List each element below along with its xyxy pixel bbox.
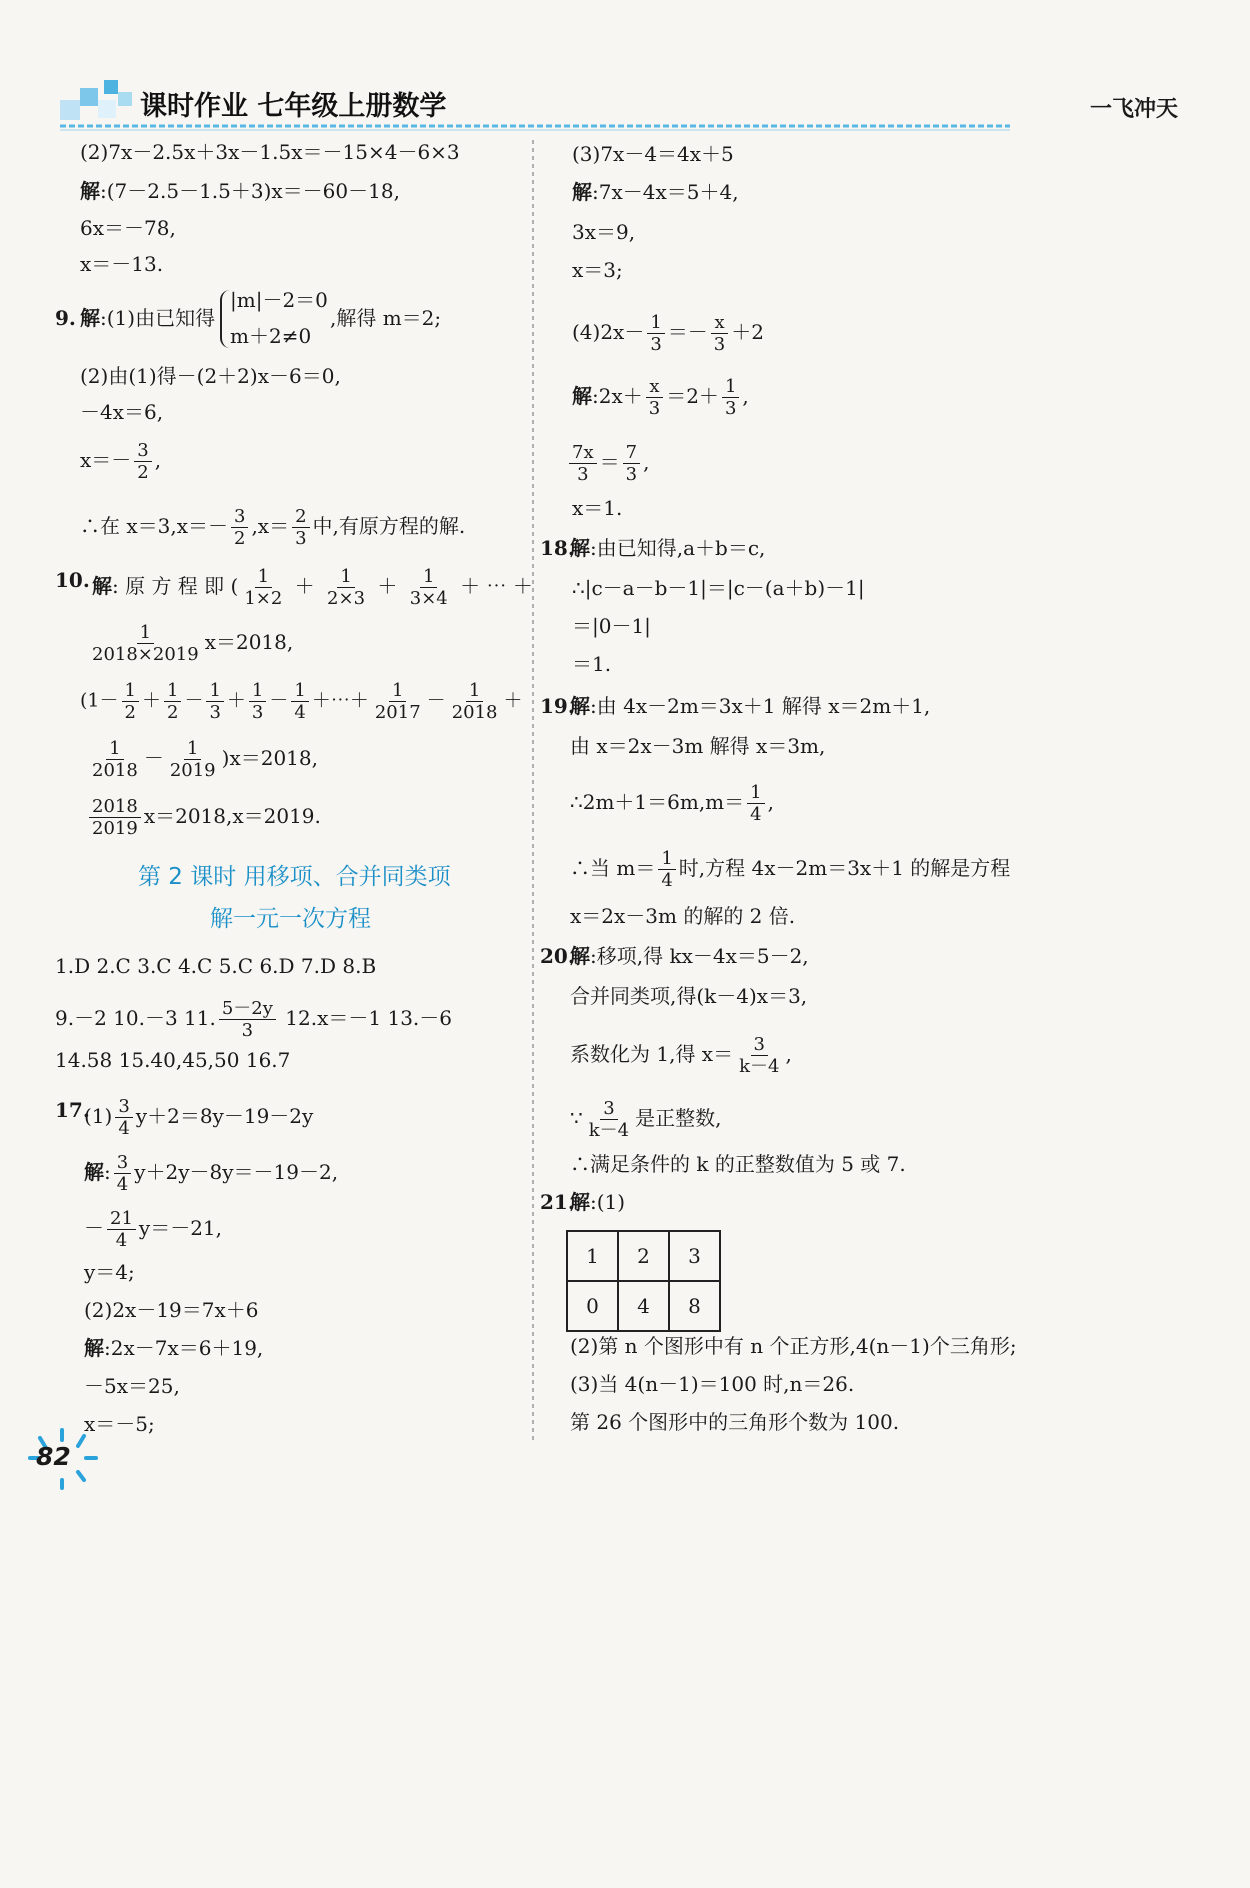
numerator: 5－2y bbox=[219, 998, 276, 1020]
q21-line-4: 第 26 个图形中的三角形个数为 100. bbox=[570, 1410, 900, 1434]
q20-line-3: 系数化为 1,得 x＝ $\frac{3}{k-4}$ , bbox=[570, 1034, 792, 1077]
page-number: 82 bbox=[36, 1442, 71, 1471]
grid-cell: 0 bbox=[567, 1281, 618, 1331]
q9-system-eq2: m＋2≠0 bbox=[230, 324, 312, 348]
grid-cell: 1 bbox=[567, 1231, 618, 1281]
right-line-2-text: :7x－4x＝5＋4, bbox=[592, 180, 739, 204]
numerator: x bbox=[646, 376, 662, 398]
q21-line-2: (2)第 n 个图形中有 n 个正方形,4(n－1)个三角形; bbox=[570, 1334, 1017, 1358]
fraction-5-2y-3 bbox=[219, 998, 276, 1041]
answer-label: 解 bbox=[80, 306, 100, 330]
denominator: 2018 bbox=[92, 760, 138, 781]
number-grid bbox=[566, 1230, 721, 1332]
denominator: k－4 bbox=[739, 1056, 780, 1077]
numerator: 7x bbox=[569, 442, 597, 464]
grid-row bbox=[567, 1281, 720, 1331]
fraction-3-4 bbox=[115, 1096, 132, 1139]
q10-number: 10. bbox=[55, 568, 90, 592]
fraction-2018-2019 bbox=[89, 796, 141, 839]
right-line-5-b: ＝－ bbox=[667, 320, 708, 344]
right-line-3: 3x＝9, bbox=[572, 220, 636, 244]
fraction-21-4 bbox=[107, 1208, 136, 1251]
numerator: 1 bbox=[122, 680, 139, 702]
q19-line-4-a: ∴当 m＝ bbox=[570, 856, 656, 880]
numerator: 1 bbox=[722, 376, 739, 398]
fraction-1-4 bbox=[291, 680, 308, 723]
q19-line-5: x＝2x－3m 的解的 2 倍. bbox=[570, 904, 796, 928]
numerator: 2018 bbox=[89, 796, 141, 818]
q17-number: 17. bbox=[55, 1098, 90, 1122]
denominator: 4 bbox=[661, 870, 673, 891]
denominator: 3 bbox=[295, 528, 307, 549]
q18-number: 18. bbox=[540, 536, 575, 560]
answer-label: 解 bbox=[570, 536, 590, 560]
denominator: k－4 bbox=[588, 1120, 630, 1141]
answers-row-2-a: 9.－2 10.－3 11. bbox=[55, 1006, 216, 1030]
q9-line-4-text: x＝－ bbox=[80, 448, 132, 472]
numerator: 21 bbox=[107, 1208, 136, 1230]
denominator: 3 bbox=[209, 702, 221, 723]
fraction-7-3 bbox=[623, 442, 640, 485]
header-title: 课时作业 七年级上册数学 bbox=[140, 91, 447, 122]
minus-sign: － bbox=[84, 1216, 104, 1240]
numerator: 1 bbox=[255, 566, 272, 588]
comma: , bbox=[742, 384, 749, 408]
fraction-3-k4 bbox=[736, 1034, 782, 1077]
right-line-5 bbox=[572, 312, 764, 355]
fraction-1-2x3 bbox=[324, 566, 368, 609]
denominator: 2019 bbox=[92, 818, 138, 839]
denominator: 3×4 bbox=[409, 588, 448, 609]
denominator: 4 bbox=[750, 804, 762, 825]
answers-row-1: 1.D 2.C 3.C 4.C 5.C 6.D 7.D 8.B bbox=[55, 954, 377, 978]
fraction-1-2018x2019 bbox=[89, 622, 202, 665]
q21-number: 21. bbox=[540, 1190, 575, 1214]
right-line-7: $\frac{7x}{3}$ ＝ $\frac{7}{3}$ , bbox=[566, 442, 649, 485]
numerator: 1 bbox=[184, 738, 201, 760]
q17-line-7: －5x＝25, bbox=[84, 1374, 180, 1398]
left-line-4: x＝－13. bbox=[80, 252, 164, 276]
q19-line-3-text: ∴2m＋1＝6m,m＝ bbox=[570, 790, 745, 814]
fraction-1-1x2 bbox=[241, 566, 285, 609]
numerator: 3 bbox=[115, 1096, 132, 1118]
q21-line-1-text: :(1) bbox=[590, 1190, 626, 1214]
right-line-8: x＝1. bbox=[572, 496, 623, 520]
fraction-7x-3 bbox=[569, 442, 597, 485]
fraction-1-3x4 bbox=[407, 566, 451, 609]
fraction-3-2 bbox=[231, 506, 248, 549]
q18-line-1-text: :由已知得,a＋b＝c, bbox=[590, 536, 766, 560]
fraction-x-3 bbox=[711, 312, 728, 355]
answer-label: 解 bbox=[92, 574, 112, 598]
denominator: 2019 bbox=[169, 760, 216, 781]
numerator: 7 bbox=[623, 442, 640, 464]
answer-label: 解 bbox=[572, 384, 592, 408]
q9-line-3: －4x＝6, bbox=[80, 400, 164, 424]
denominator: 3 bbox=[724, 398, 737, 419]
q17-line-3-text: y＝－21, bbox=[138, 1216, 223, 1240]
grid-row bbox=[567, 1231, 720, 1281]
fraction-2-3 bbox=[292, 506, 309, 549]
fraction-x-3 bbox=[646, 376, 663, 419]
denominator: 2018 bbox=[451, 702, 498, 723]
fraction-1-3 bbox=[722, 376, 739, 419]
answer-label: 解 bbox=[84, 1160, 104, 1184]
denominator: 2 bbox=[166, 702, 179, 723]
because-symbol: ∵ bbox=[570, 1106, 583, 1130]
q20-line-1-text: :移项,得 kx－4x＝5－2, bbox=[590, 944, 809, 968]
denominator: 3 bbox=[577, 464, 589, 485]
denominator: 2018×2019 bbox=[92, 644, 199, 665]
answer-label: 解 bbox=[570, 1190, 590, 1214]
q19-line-4-b: 时,方程 4x－2m＝3x＋1 的解是方程 bbox=[678, 856, 1011, 880]
q17-line-8: x＝－5; bbox=[84, 1412, 155, 1436]
numerator: 3 bbox=[751, 1034, 768, 1056]
q9-line-2: (2)由(1)得－(2＋2)x－6＝0, bbox=[80, 364, 341, 388]
denominator: 4 bbox=[294, 702, 306, 723]
numerator: 1 bbox=[658, 848, 675, 870]
denominator: 3 bbox=[713, 334, 726, 355]
fraction-1-4 bbox=[747, 782, 764, 825]
left-line-2-text: :(7－2.5－1.5＋3)x＝－60－18, bbox=[100, 179, 400, 203]
denominator: 4 bbox=[116, 1174, 129, 1195]
denominator: 1×2 bbox=[244, 588, 283, 609]
q18-line-1 bbox=[570, 534, 765, 562]
right-line-6-a: :2x＋ bbox=[592, 384, 643, 408]
q17-part-1: (1) bbox=[84, 1104, 113, 1128]
left-line-1: (2)7x－2.5x＋3x－1.5x＝－15×4－6×3 bbox=[80, 140, 460, 164]
numerator: 3 bbox=[600, 1098, 617, 1120]
q10-line-5 bbox=[86, 796, 321, 839]
header-divider bbox=[60, 122, 1010, 132]
numerator: 1 bbox=[389, 680, 406, 702]
q10-line-4: $\frac{1}{2018}$ － $\frac{1}{2019}$ )x＝2018, bbox=[86, 738, 318, 781]
denominator: 2017 bbox=[374, 702, 421, 723]
answers-row-3: 14.58 15.40,45,50 16.7 bbox=[55, 1048, 291, 1072]
numerator: 1 bbox=[466, 680, 483, 702]
answers-row-2 bbox=[55, 998, 452, 1041]
q20-line-5: ∴满足条件的 k 的正整数值为 5 或 7. bbox=[570, 1152, 906, 1176]
q9-system-eq1: |m|－2＝0 bbox=[230, 288, 328, 312]
numerator: 1 bbox=[249, 680, 266, 702]
grid-cell: 3 bbox=[669, 1231, 720, 1281]
grid-cell: 4 bbox=[618, 1281, 669, 1331]
right-line-6 bbox=[572, 376, 749, 419]
q10-line-3: (1－ $\frac{1}{2}$ ＋ $\frac{1}{2}$ － $\frac{1}{3}$ ＋ $\frac{1}{3}$ － $\frac{1}{4}$ ＋⋯＋ $\frac{1}{2017}$ － $\frac{1}{2018}$ ＋ bbox=[80, 680, 523, 723]
q19-line-3: ∴2m＋1＝6m,m＝ $\frac{1}{4}$ , bbox=[570, 782, 774, 825]
q10-line-1: 解: 原 方 程 即 ( $\frac{1}{1\times 2}$ ＋ $\frac{1}{2\times 3}$ ＋ $\frac{1}{3\times 4}$ ＋ ⋯ ＋ bbox=[92, 566, 533, 609]
q17-line-2-text: y＋2y－8y＝－19－2, bbox=[134, 1160, 339, 1184]
q10-line-1-text: : 原 方 程 即 ( bbox=[112, 574, 239, 598]
fraction-1-2018 bbox=[449, 680, 501, 723]
denominator: 3 bbox=[625, 464, 638, 485]
q21-line-1 bbox=[570, 1188, 625, 1216]
q17-line-3 bbox=[84, 1208, 222, 1251]
numerator: 1 bbox=[164, 680, 181, 702]
numerator: 1 bbox=[206, 680, 223, 702]
fraction-1-2019 bbox=[167, 738, 219, 781]
header-logo-squares bbox=[60, 78, 140, 122]
q9-line-1 bbox=[80, 304, 215, 332]
right-line-5-a: (4)2x－ bbox=[572, 320, 645, 344]
q9-number: 9. bbox=[55, 306, 76, 330]
right-line-2 bbox=[572, 178, 739, 206]
section-heading-line-1: 第 2 课时 用移项、合并同类项 bbox=[138, 864, 451, 890]
q9-conclusion bbox=[80, 506, 465, 549]
q10-line-3-start: (1－ bbox=[80, 689, 119, 712]
fraction-1-4 bbox=[658, 848, 675, 891]
q10-line-2-text: x＝2018, bbox=[204, 630, 294, 654]
q9-conclusion-a: ∴在 x＝3,x＝－ bbox=[80, 514, 228, 538]
answer-label: 解 bbox=[572, 180, 592, 204]
denominator: 4 bbox=[118, 1118, 130, 1139]
fraction-1-2 bbox=[122, 680, 139, 723]
denominator: 2 bbox=[234, 528, 246, 549]
denominator: 2 bbox=[137, 462, 149, 483]
right-line-1: (3)7x－4＝4x＋5 bbox=[572, 142, 734, 166]
q20-line-4 bbox=[570, 1098, 721, 1141]
q9-line-1-text: :(1)由已知得 bbox=[100, 306, 216, 330]
q10-line-4-text: x＝2018, bbox=[229, 746, 318, 770]
q10-line-5-text: x＝2018,x＝2019. bbox=[143, 804, 321, 828]
numerator: 3 bbox=[231, 506, 248, 528]
q17-line-1 bbox=[84, 1096, 313, 1139]
fraction-3-k4 bbox=[586, 1098, 632, 1141]
numerator: 3 bbox=[114, 1152, 131, 1174]
fraction-1-3 bbox=[647, 312, 664, 355]
numerator: 2 bbox=[292, 506, 309, 528]
q9-conclusion-c: 中,有原方程的解. bbox=[312, 514, 466, 538]
grid-cell: 2 bbox=[618, 1231, 669, 1281]
q9-conclusion-b: ,x＝ bbox=[251, 514, 290, 538]
answer-label: 解 bbox=[570, 944, 590, 968]
q20-line-1 bbox=[570, 942, 809, 970]
comma: , bbox=[643, 450, 650, 474]
colon: : bbox=[104, 1160, 111, 1184]
answer-label: 解 bbox=[570, 694, 590, 718]
fraction-3-4 bbox=[114, 1152, 131, 1195]
fraction-3-2 bbox=[134, 440, 151, 483]
q17-line-6 bbox=[84, 1334, 263, 1362]
q19-number: 19. bbox=[540, 694, 575, 718]
denominator: 4 bbox=[115, 1230, 128, 1251]
answer-label: 解 bbox=[84, 1336, 104, 1360]
left-line-2 bbox=[80, 177, 400, 205]
q19-line-4 bbox=[570, 848, 1010, 891]
fraction-1-2018 bbox=[89, 738, 141, 781]
denominator: 3 bbox=[648, 398, 661, 419]
fraction-1-2 bbox=[164, 680, 181, 723]
q9-solution: ,解得 m＝2; bbox=[330, 306, 442, 330]
grid-cell: 8 bbox=[669, 1281, 720, 1331]
answer-label: 解 bbox=[80, 179, 100, 203]
q18-line-3: ＝|0－1| bbox=[572, 614, 651, 638]
left-line-3: 6x＝－78, bbox=[80, 216, 176, 240]
q10-line-2 bbox=[86, 622, 293, 665]
denominator: 2×3 bbox=[327, 588, 366, 609]
q17-line-5: (2)2x－19＝7x＋6 bbox=[84, 1298, 259, 1322]
q20-line-3-text: 系数化为 1,得 x＝ bbox=[570, 1042, 734, 1066]
numerator: x bbox=[711, 312, 727, 334]
numerator: 1 bbox=[291, 680, 308, 702]
q19-line-1 bbox=[570, 692, 930, 720]
q17-line-6-text: :2x－7x＝6＋19, bbox=[104, 1336, 264, 1360]
fraction-1-3 bbox=[206, 680, 223, 723]
fraction-1-2017 bbox=[372, 680, 424, 723]
q17-line-2 bbox=[84, 1152, 338, 1195]
q20-line-4-text: 是正整数, bbox=[635, 1106, 722, 1130]
numerator: 3 bbox=[134, 440, 151, 462]
q20-line-2: 合并同类项,得(k－4)x＝3, bbox=[570, 984, 808, 1008]
q9-line-4: x＝－ $\frac{3}{2}$ , bbox=[80, 440, 162, 483]
section-heading-line-2: 解一元一次方程 bbox=[210, 906, 371, 932]
ellipsis-plus: ＋ ⋯ ＋ bbox=[460, 574, 533, 598]
q17-line-4: y＝4; bbox=[84, 1260, 135, 1284]
header-brand: 一飞冲天 bbox=[1090, 97, 1179, 122]
numerator: 1 bbox=[137, 622, 154, 644]
denominator: 3 bbox=[251, 702, 264, 723]
q21-line-3: (3)当 4(n－1)＝100 时,n＝26. bbox=[570, 1372, 855, 1396]
q17-line-1-text: y＋2＝8y－19－2y bbox=[135, 1104, 314, 1128]
numerator: 1 bbox=[337, 566, 354, 588]
right-line-4: x＝3; bbox=[572, 258, 623, 282]
denominator: 2 bbox=[124, 702, 136, 723]
numerator: 1 bbox=[647, 312, 664, 334]
numerator: 1 bbox=[420, 566, 437, 588]
q18-line-2: ∴|c－a－b－1|＝|c－(a＋b)－1| bbox=[572, 576, 865, 600]
fraction-1-3 bbox=[249, 680, 266, 723]
right-line-6-b: ＝2＋ bbox=[666, 384, 719, 408]
q18-line-4: ＝1. bbox=[572, 652, 612, 676]
q20-number: 20. bbox=[540, 944, 575, 968]
q19-line-2: 由 x＝2x－3m 解得 x＝3m, bbox=[570, 734, 826, 758]
q19-line-1-text: :由 4x－2m＝3x＋1 解得 x＝2m＋1, bbox=[590, 694, 931, 718]
denominator: 3 bbox=[650, 334, 662, 355]
column-divider bbox=[531, 140, 535, 1440]
numerator: 1 bbox=[106, 738, 123, 760]
denominator: 3 bbox=[241, 1020, 254, 1041]
answers-row-2-b: 12.x＝－1 13.－6 bbox=[285, 1006, 452, 1030]
right-line-5-c: ＋2 bbox=[731, 320, 764, 344]
numerator: 1 bbox=[747, 782, 764, 804]
